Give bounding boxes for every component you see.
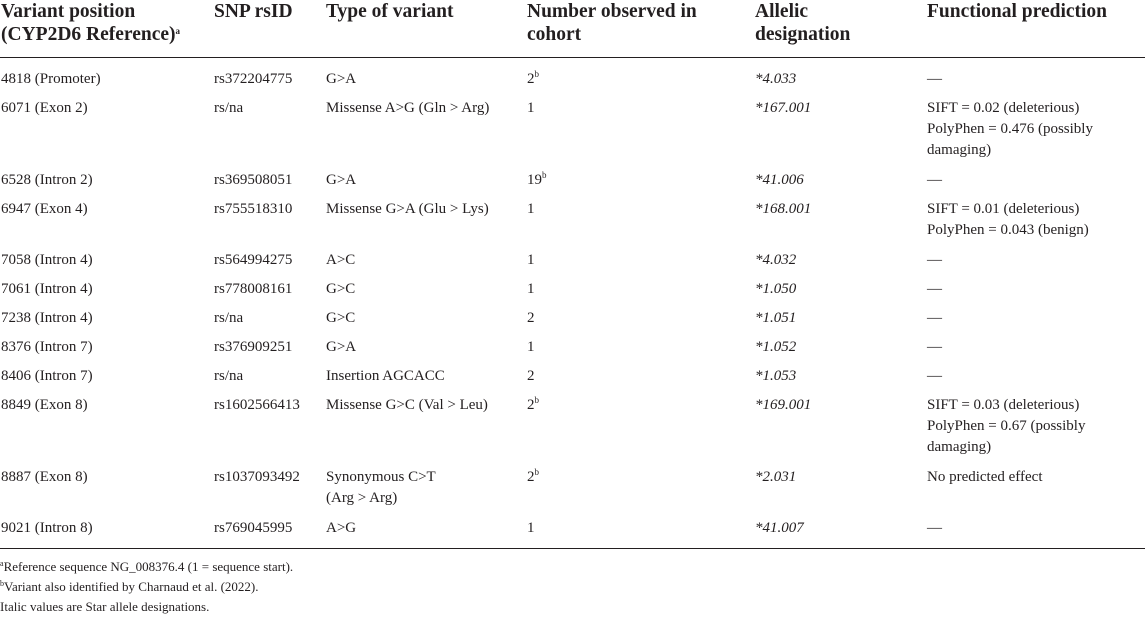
header-functional-prediction bbox=[926, 0, 1145, 58]
cell-rsid: rs769045995 bbox=[213, 514, 325, 549]
cell-allele: *1.051 bbox=[755, 310, 797, 326]
footnote bbox=[0, 597, 1145, 617]
table-row bbox=[0, 514, 1145, 549]
cell-rsid: rs/na bbox=[214, 100, 244, 116]
cell-position: 8887 (Exon 8) bbox=[1, 469, 88, 485]
cell-position: 6947 (Exon 4) bbox=[1, 201, 88, 217]
cell-rsid: rs372204775 bbox=[214, 71, 293, 87]
type-line: Synonymous C>T bbox=[326, 469, 436, 485]
cell-prediction bbox=[926, 94, 1145, 166]
cell-count bbox=[526, 514, 754, 549]
cell-position: 6071 (Exon 2) bbox=[1, 100, 88, 116]
cell-allele: *41.007 bbox=[754, 514, 926, 549]
cell-position: 6528 (Intron 2) bbox=[1, 172, 93, 188]
cell-type: A>C bbox=[326, 252, 356, 268]
cell-allele: *2.031 bbox=[755, 469, 797, 485]
cell-allele: *4.032 bbox=[755, 252, 797, 268]
count-value: 1 bbox=[527, 520, 535, 536]
cell-rsid: rs376909251 bbox=[214, 339, 293, 355]
cell-count bbox=[526, 304, 754, 333]
cell-count bbox=[526, 275, 754, 304]
cell-allele: *41.006 bbox=[755, 172, 804, 188]
prediction-line: SIFT = 0.01 (deleterious) bbox=[927, 201, 1080, 217]
cell-prediction: — bbox=[927, 310, 942, 326]
cell-position: 7058 (Intron 4) bbox=[1, 252, 93, 268]
count-value: 19 bbox=[527, 172, 542, 188]
cell-count bbox=[526, 166, 754, 195]
prediction-line: PolyPhen = 0.043 (benign) bbox=[927, 222, 1089, 238]
header-snp-rsid bbox=[213, 0, 325, 58]
count-value: 2 bbox=[527, 397, 535, 413]
count-value: 1 bbox=[527, 100, 535, 116]
header-allelic-designation bbox=[754, 0, 926, 58]
cell-count bbox=[526, 246, 754, 275]
cell-rsid: rs778008161 bbox=[214, 281, 293, 297]
cell-rsid: rs369508051 bbox=[214, 172, 293, 188]
cell-prediction: — bbox=[927, 71, 942, 87]
cell-position: 7061 (Intron 4) bbox=[1, 281, 93, 297]
prediction-line: SIFT = 0.03 (deleterious) bbox=[927, 397, 1080, 413]
cell-count bbox=[526, 391, 754, 463]
table-row bbox=[0, 333, 1145, 362]
table-row bbox=[0, 463, 1145, 514]
prediction-line: SIFT = 0.02 (deleterious) bbox=[927, 100, 1080, 116]
footnote bbox=[0, 577, 1145, 597]
table-footnotes bbox=[0, 549, 1145, 617]
footnote-marker: a bbox=[175, 26, 181, 36]
footnote-marker: b bbox=[0, 579, 4, 588]
footnote-marker: a bbox=[0, 559, 4, 568]
count-value: 2 bbox=[527, 71, 535, 87]
cell-prediction: — bbox=[927, 252, 942, 268]
header-line: SNP rsID bbox=[214, 1, 293, 22]
cell-prediction: — bbox=[926, 514, 1145, 549]
cell-prediction bbox=[926, 195, 1145, 246]
cell-rsid: rs1037093492 bbox=[214, 469, 300, 485]
table-row bbox=[0, 195, 1145, 246]
footnote bbox=[0, 557, 1145, 577]
table-header-row bbox=[0, 0, 1145, 58]
count-value: 1 bbox=[527, 201, 535, 217]
prediction-line: damaging) bbox=[927, 142, 992, 158]
cell-prediction: — bbox=[927, 172, 942, 188]
cell-type: G>A bbox=[326, 339, 357, 355]
cell-type: Missense G>C (Val > Leu) bbox=[326, 397, 488, 413]
cell-rsid: rs1602566413 bbox=[214, 397, 300, 413]
header-number-observed bbox=[526, 0, 754, 58]
table-row bbox=[0, 166, 1145, 195]
type-line: (Arg > Arg) bbox=[326, 490, 398, 506]
cell-rsid: rs/na bbox=[214, 368, 244, 384]
cell-type: G>A bbox=[326, 71, 357, 87]
header-line: cohort bbox=[527, 24, 582, 45]
footnote-text: Reference sequence NG_008376.4 (1 = sequence start). bbox=[3, 559, 294, 574]
cell-allele: *169.001 bbox=[755, 397, 812, 413]
count-value: 2 bbox=[527, 310, 535, 326]
cell-type: Missense G>A (Glu > Lys) bbox=[326, 201, 489, 217]
cell-rsid: rs/na bbox=[214, 310, 244, 326]
cell-allele: *167.001 bbox=[755, 100, 812, 116]
cell-type: Missense A>G (Gln > Arg) bbox=[326, 100, 490, 116]
table-row bbox=[0, 391, 1145, 463]
cell-allele: *4.033 bbox=[755, 71, 797, 87]
count-value: 1 bbox=[527, 252, 535, 268]
header-line: Functional prediction bbox=[927, 1, 1108, 22]
cell-count bbox=[526, 195, 754, 246]
header-line: (CYP2D6 Reference) bbox=[1, 24, 176, 45]
cell-count bbox=[526, 333, 754, 362]
footnote-marker: b bbox=[534, 467, 539, 477]
header-line: Variant position bbox=[1, 1, 136, 22]
footnote-text: Variant also identified by Charnaud et al. (2022). bbox=[4, 579, 259, 594]
cell-type: Insertion AGCACC bbox=[326, 368, 445, 384]
cell-position: 7238 (Intron 4) bbox=[1, 310, 93, 326]
table-row bbox=[0, 246, 1145, 275]
cell-allele: *1.052 bbox=[755, 339, 797, 355]
cell-prediction: No predicted effect bbox=[927, 469, 1043, 485]
cell-type: G>C bbox=[326, 310, 356, 326]
table-row bbox=[0, 362, 1145, 391]
count-value: 2 bbox=[527, 368, 535, 384]
cell-rsid: rs755518310 bbox=[214, 201, 293, 217]
footnote-marker: b bbox=[534, 395, 539, 405]
footnote-text: Italic values are Star allele designations. bbox=[0, 599, 210, 614]
cell-prediction: — bbox=[927, 368, 942, 384]
cell-allele: *1.053 bbox=[755, 368, 797, 384]
count-value: 1 bbox=[527, 281, 535, 297]
cell-allele: *168.001 bbox=[755, 201, 812, 217]
cell-type: G>A bbox=[326, 172, 357, 188]
header-line: Allelic bbox=[755, 1, 809, 22]
cell-position: 9021 (Intron 8) bbox=[0, 514, 213, 549]
header-type-of-variant bbox=[325, 0, 526, 58]
count-value: 2 bbox=[527, 469, 535, 485]
cell-prediction: — bbox=[927, 281, 942, 297]
cell-prediction: — bbox=[927, 339, 942, 355]
header-line: Number observed in bbox=[527, 1, 697, 22]
table-row bbox=[0, 94, 1145, 166]
count-value: 1 bbox=[527, 339, 535, 355]
cell-count bbox=[526, 58, 754, 95]
cell-type: A>G bbox=[325, 514, 526, 549]
cell-count bbox=[526, 94, 754, 166]
table-row bbox=[0, 275, 1145, 304]
footnote-marker: b bbox=[534, 69, 539, 79]
header-line: designation bbox=[755, 24, 851, 45]
cell-count bbox=[526, 362, 754, 391]
table-row bbox=[0, 304, 1145, 333]
header-line: Type of variant bbox=[326, 1, 454, 22]
cell-allele: *1.050 bbox=[755, 281, 797, 297]
cell-position: 8406 (Intron 7) bbox=[1, 368, 93, 384]
cell-rsid: rs564994275 bbox=[214, 252, 293, 268]
cell-position: 4818 (Promoter) bbox=[1, 71, 101, 87]
cell-count bbox=[526, 463, 754, 514]
cell-position: 8376 (Intron 7) bbox=[1, 339, 93, 355]
cell-type bbox=[325, 463, 526, 514]
table-row bbox=[0, 58, 1145, 95]
prediction-line: PolyPhen = 0.476 (possibly bbox=[927, 121, 1093, 137]
footnote-marker: b bbox=[542, 170, 547, 180]
prediction-line: damaging) bbox=[927, 439, 992, 455]
prediction-line: PolyPhen = 0.67 (possibly bbox=[927, 418, 1086, 434]
cell-position: 8849 (Exon 8) bbox=[1, 397, 88, 413]
cell-type: G>C bbox=[326, 281, 356, 297]
header-variant-position bbox=[0, 0, 213, 58]
cell-prediction bbox=[926, 391, 1145, 463]
